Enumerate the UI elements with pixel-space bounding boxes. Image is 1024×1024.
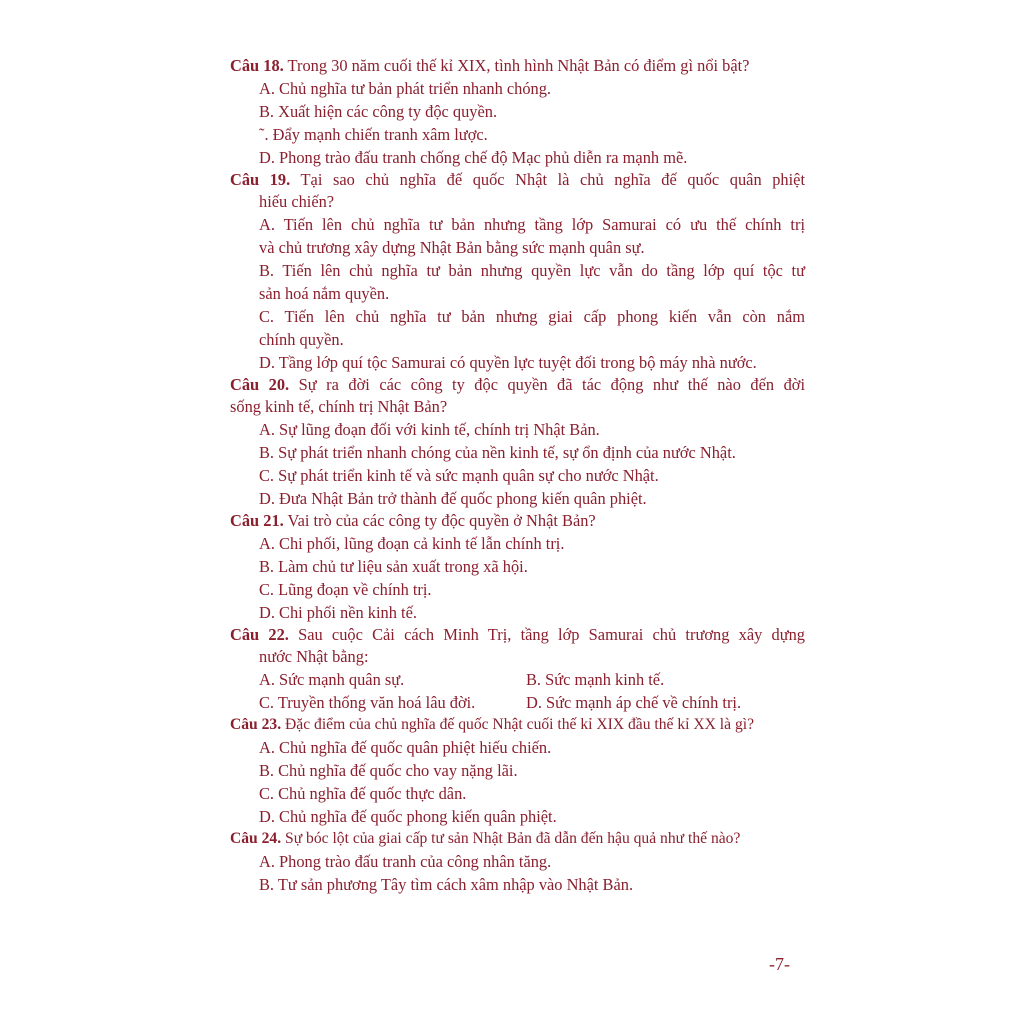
question-number: Câu 24.: [230, 830, 282, 847]
question-24-stem: [230, 828, 805, 850]
question-20-stem: [230, 374, 805, 418]
option-b-line2: sản hoá nắm quyền.: [259, 284, 390, 303]
question-23-stem: [230, 714, 805, 736]
question-20: [230, 374, 805, 510]
question-text: Trong 30 năm cuối thế kỉ XIX, tình hình Nhật Bản có điểm gì nổi bật?: [287, 56, 750, 75]
option-d: D. Đưa Nhật Bản trở thành đế quốc phong kiến quân phiệt.: [259, 489, 647, 508]
option-a: A. Phong trào đấu tranh của công nhân tăng.: [259, 852, 552, 871]
option-d: D. Sức mạnh áp chế về chính trị.: [526, 693, 742, 712]
option-c: C. Truyền thống văn hoá lâu đời.: [259, 693, 476, 712]
question-number: Câu 19.: [230, 170, 291, 189]
question-number: Câu 23.: [230, 716, 282, 733]
question-text-line2: nước Nhật bằng:: [259, 647, 369, 666]
question-text: Đặc điểm của chủ nghĩa đế quốc Nhật cuối thế kỉ XIX đầu thế kỉ XX là gì?: [285, 716, 754, 733]
option-a: A. Sự lũng đoạn đối với kinh tế, chính trị Nhật Bản.: [259, 420, 600, 439]
question-21: [230, 510, 805, 624]
option-d: D. Phong trào đấu tranh chống chế độ Mạc phủ diễn ra mạnh mẽ.: [259, 148, 688, 167]
question-number: Câu 20.: [230, 375, 290, 394]
option-b: B. Làm chủ tư liệu sản xuất trong xã hội.: [259, 557, 528, 576]
option-a: A. Chi phối, lũng đoạn cả kinh tế lẫn chính trị.: [259, 534, 565, 553]
question-22: [230, 624, 805, 714]
option-b: B. Xuất hiện các công ty độc quyền.: [259, 102, 498, 121]
option-a-line2: và chủ trương xây dựng Nhật Bản bằng sức mạnh quân sự.: [259, 238, 645, 257]
question-18-stem: [230, 55, 805, 77]
question-19-stem: [230, 169, 805, 213]
option-b: B. Tư sản phương Tây tìm cách xâm nhập vào Nhật Bản.: [259, 875, 634, 894]
question-21-stem: [230, 510, 805, 532]
question-23: [230, 714, 805, 828]
question-page: [230, 55, 805, 896]
option-c: C. Lũng đoạn về chính trị.: [259, 580, 432, 599]
option-b: B. Sự phát triển nhanh chóng của nền kinh tế, sự ổn định của nước Nhật.: [259, 443, 736, 462]
question-text: Vai trò của các công ty độc quyền ở Nhật Bản?: [287, 511, 596, 530]
question-19: [230, 169, 805, 374]
question-text-line2: hiếu chiến?: [259, 192, 335, 211]
options-row-2: [230, 691, 805, 714]
option-a: A. Chủ nghĩa đế quốc quân phiệt hiếu chiến.: [259, 738, 552, 757]
question-text: Sự bóc lột của giai cấp tư sản Nhật Bản đã dẫn đến hậu quả như thế nào?: [285, 830, 741, 847]
question-text-line2: sống kinh tế, chính trị Nhật Bản?: [230, 397, 448, 416]
page-number: -7-: [769, 954, 790, 974]
option-c: C. Sự phát triển kinh tế và sức mạnh quân sự cho nước Nhật.: [259, 466, 659, 485]
option-a: A. Sức mạnh quân sự.: [259, 670, 405, 689]
question-number: Câu 22.: [230, 625, 289, 644]
option-a: [230, 213, 805, 259]
option-b: B. Chủ nghĩa đế quốc cho vay nặng lãi.: [259, 761, 518, 780]
option-d: D. Chủ nghĩa đế quốc phong kiến quân phiệt.: [259, 807, 557, 826]
option-d: D. Tầng lớp quí tộc Samurai có quyền lực tuyệt đối trong bộ máy nhà nước.: [259, 353, 757, 372]
option-d: D. Chi phối nền kinh tế.: [259, 603, 417, 622]
option-a: A. Chủ nghĩa tư bản phát triển nhanh chóng.: [259, 79, 552, 98]
option-b: [230, 259, 805, 305]
question-number: Câu 18.: [230, 56, 284, 75]
question-number: Câu 21.: [230, 511, 284, 530]
option-a-line1: A. Tiến lên chủ nghĩa tư bản nhưng tầng lớp Samurai có ưu thế chính trị: [259, 215, 805, 234]
options-row-1: [230, 668, 805, 691]
option-c: C. Chủ nghĩa đế quốc thực dân.: [259, 784, 467, 803]
option-c: ˜. Đẩy mạnh chiến tranh xâm lược.: [259, 125, 488, 144]
option-c-line1: C. Tiến lên chủ nghĩa tư bản nhưng giai cấp phong kiến vẫn còn nắm: [259, 307, 805, 326]
question-text-line1: Tại sao chủ nghĩa đế quốc Nhật là chủ nghĩa đế quốc quân phiệt: [300, 170, 806, 189]
question-22-stem: [230, 624, 805, 668]
option-c-line2: chính quyền.: [259, 330, 344, 349]
question-18: [230, 55, 805, 169]
question-text-line1: Sau cuộc Cải cách Minh Trị, tầng lớp Samurai chủ trương xây dựng: [298, 625, 805, 644]
question-24: [230, 828, 805, 896]
option-b: B. Sức mạnh kinh tế.: [526, 670, 665, 689]
option-b-line1: B. Tiến lên chủ nghĩa tư bản nhưng quyền lực vẫn do tầng lớp quí tộc tư: [259, 261, 805, 280]
question-text-line1: Sự ra đời các công ty độc quyền đã tác động như thế nào đến đời: [298, 375, 805, 394]
option-c: [230, 305, 805, 351]
